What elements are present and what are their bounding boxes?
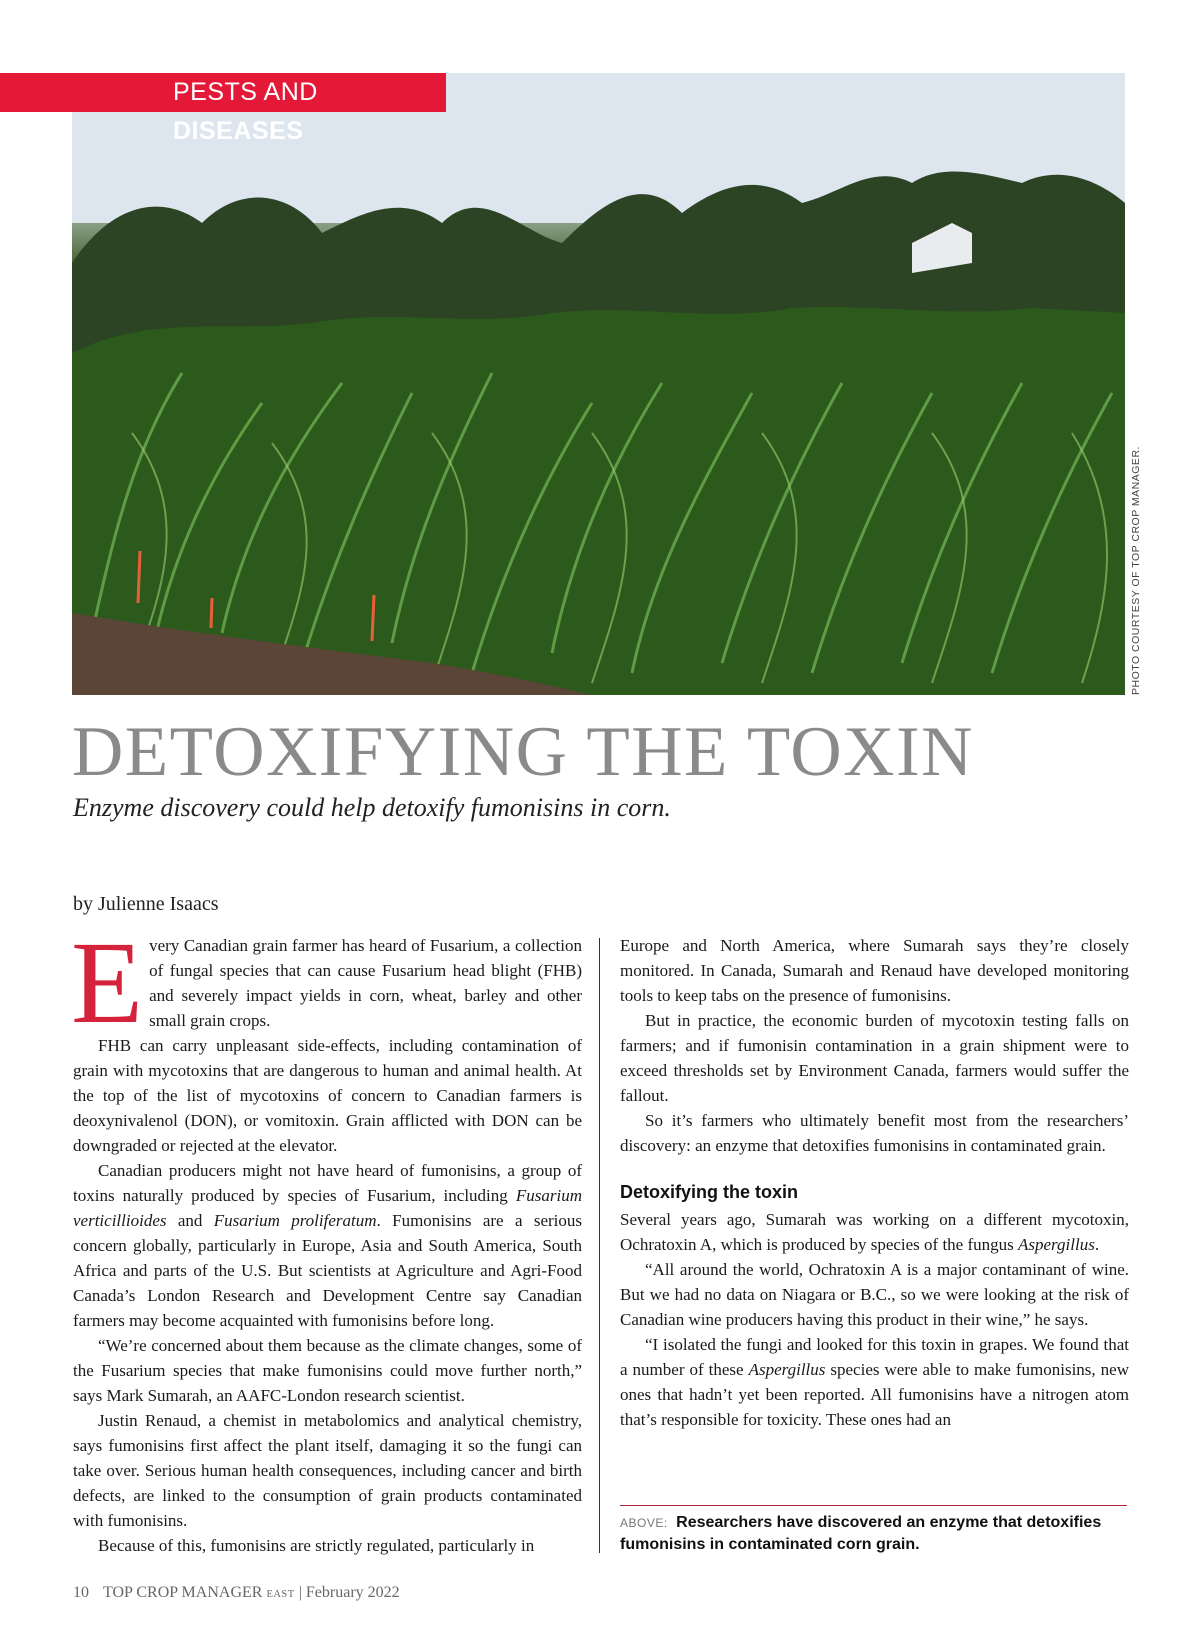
section-label-bold: DISEASES — [173, 117, 304, 145]
drop-cap: E — [71, 917, 144, 1048]
species-name: Aspergillus — [748, 1360, 826, 1379]
corn-field-photo — [72, 73, 1125, 695]
section-label-light: PESTS AND — [173, 78, 318, 106]
section-banner — [0, 73, 446, 145]
paragraph: Europe and North America, where Sumarah says they’re closely monitored. In Canada, Sumarah and Renaud have developed monitoring tools to keep tabs on the presence of fumonisins. — [620, 936, 1129, 1005]
caption-text: Researchers have discovered an enzyme that detoxifies fumonisins in contaminated corn grain. — [620, 1514, 1102, 1553]
paragraph-text: Canadian producers might not have heard of fumonisins, a group of toxins naturally produced by species of Fusarium, including — [73, 1161, 582, 1205]
paragraph — [73, 1158, 582, 1333]
footer-separator: | — [298, 1584, 302, 1601]
paragraph — [620, 1332, 1129, 1432]
caption-divider — [620, 1505, 1127, 1506]
paragraph-text: . Fumonisins are a serious concern globally, particularly in Europe, Asia and South America, South Africa and parts of the U.S. But scientists at Agriculture and Agri-Food Canada’s London Research and Development Centre say Canadian farmers may become acquainted with fumonisins before long. — [73, 1211, 582, 1330]
page-footer — [73, 1584, 400, 1602]
issue-date: February 2022 — [305, 1584, 400, 1601]
magazine-name: TOP CROP MANAGER — [103, 1584, 263, 1601]
article-subhead: Enzyme discovery could help detoxify fumonisins in corn. — [73, 793, 671, 822]
article-headline: DETOXIFYING THE TOXIN — [72, 713, 974, 791]
article-column-right — [620, 933, 1129, 1432]
caption-label: ABOVE: — [620, 1516, 668, 1530]
paragraph: “We’re concerned about them because as the climate changes, some of the Fusarium species that make fumonisins could move further north,” says Mark Sumarah, an AAFC-London research scientist. — [73, 1336, 582, 1405]
paragraph-text: species were able to make fumonisins, new ones that hadn’t yet been reported. All fumonisins have a nitrogen atom that’s responsible for toxicity. These ones had an — [620, 1360, 1129, 1429]
paragraph-text: “I isolated the fungi and looked for this toxin in grapes. We found that a number of these — [620, 1335, 1129, 1379]
paragraph: “All around the world, Ochratoxin A is a major contaminant of wine. But we had no data on Niagara or B.C., so we were looking at the risk of Canadian wine producers having this product in their wine,” he says. — [620, 1260, 1129, 1329]
edition-label: EAST — [266, 1589, 295, 1600]
paragraph-text: very Canadian grain farmer has heard of Fusarium, a collection of fungal species that can cause Fusarium head blight (FHB) and severely impact yields in corn, wheat, barley and other small grain crops. — [149, 936, 582, 1030]
species-name: Aspergillus — [1018, 1235, 1095, 1254]
page-number: 10 — [73, 1584, 89, 1601]
paragraph: Justin Renaud, a chemist in metabolomics and analytical chemistry, says fumonisins first affect the plant itself, damaging it so the fungi can take over. Serious human health consequences, including cancer and birth defects, are linked to the consumption of grain products contaminated with fumonisins. — [73, 1411, 582, 1530]
paragraph-text: and — [166, 1211, 214, 1230]
paragraph: But in practice, the economic burden of mycotoxin testing falls on farmers; and if fumonisin contamination in a grain shipment were to exceed thresholds set by Environment Canada, farmers would suffer the fallout. — [620, 1011, 1129, 1105]
column-divider — [599, 938, 600, 1553]
photo-credit: PHOTO COURTESY OF TOP CROP MANAGER. — [1130, 446, 1142, 695]
subsection-heading: Detoxifying the toxin — [620, 1182, 799, 1202]
paragraph — [620, 1207, 1129, 1257]
paragraph — [71, 917, 582, 1048]
article-column-left — [71, 917, 582, 1558]
species-name: Fusarium verticillioides — [73, 1186, 582, 1230]
photo-caption — [620, 1512, 1120, 1555]
byline: by Julienne Isaacs — [73, 893, 219, 915]
paragraph: So it’s farmers who ultimately benefit most from the researchers’ discovery: an enzyme that detoxifies fumonisins in contaminated grain. — [620, 1111, 1129, 1155]
paragraph-text: . — [1094, 1235, 1100, 1254]
paragraph: FHB can carry unpleasant side-effects, including contamination of grain with mycotoxins that are dangerous to human and animal health. At the top of the list of mycotoxins of concern to Canadian farmers is deoxynivalenol (DON), or vomitoxin. Grain afflicted with DON can be downgraded or rejected at the elevator. — [73, 1036, 582, 1155]
paragraph-text: Several years ago, Sumarah was working on a different mycotoxin, Ochratoxin A, which is produced by species of the fungus — [620, 1210, 1129, 1254]
paragraph: Because of this, fumonisins are strictly regulated, particularly in — [98, 1536, 535, 1555]
species-name: Fusarium proliferatum — [213, 1211, 377, 1230]
